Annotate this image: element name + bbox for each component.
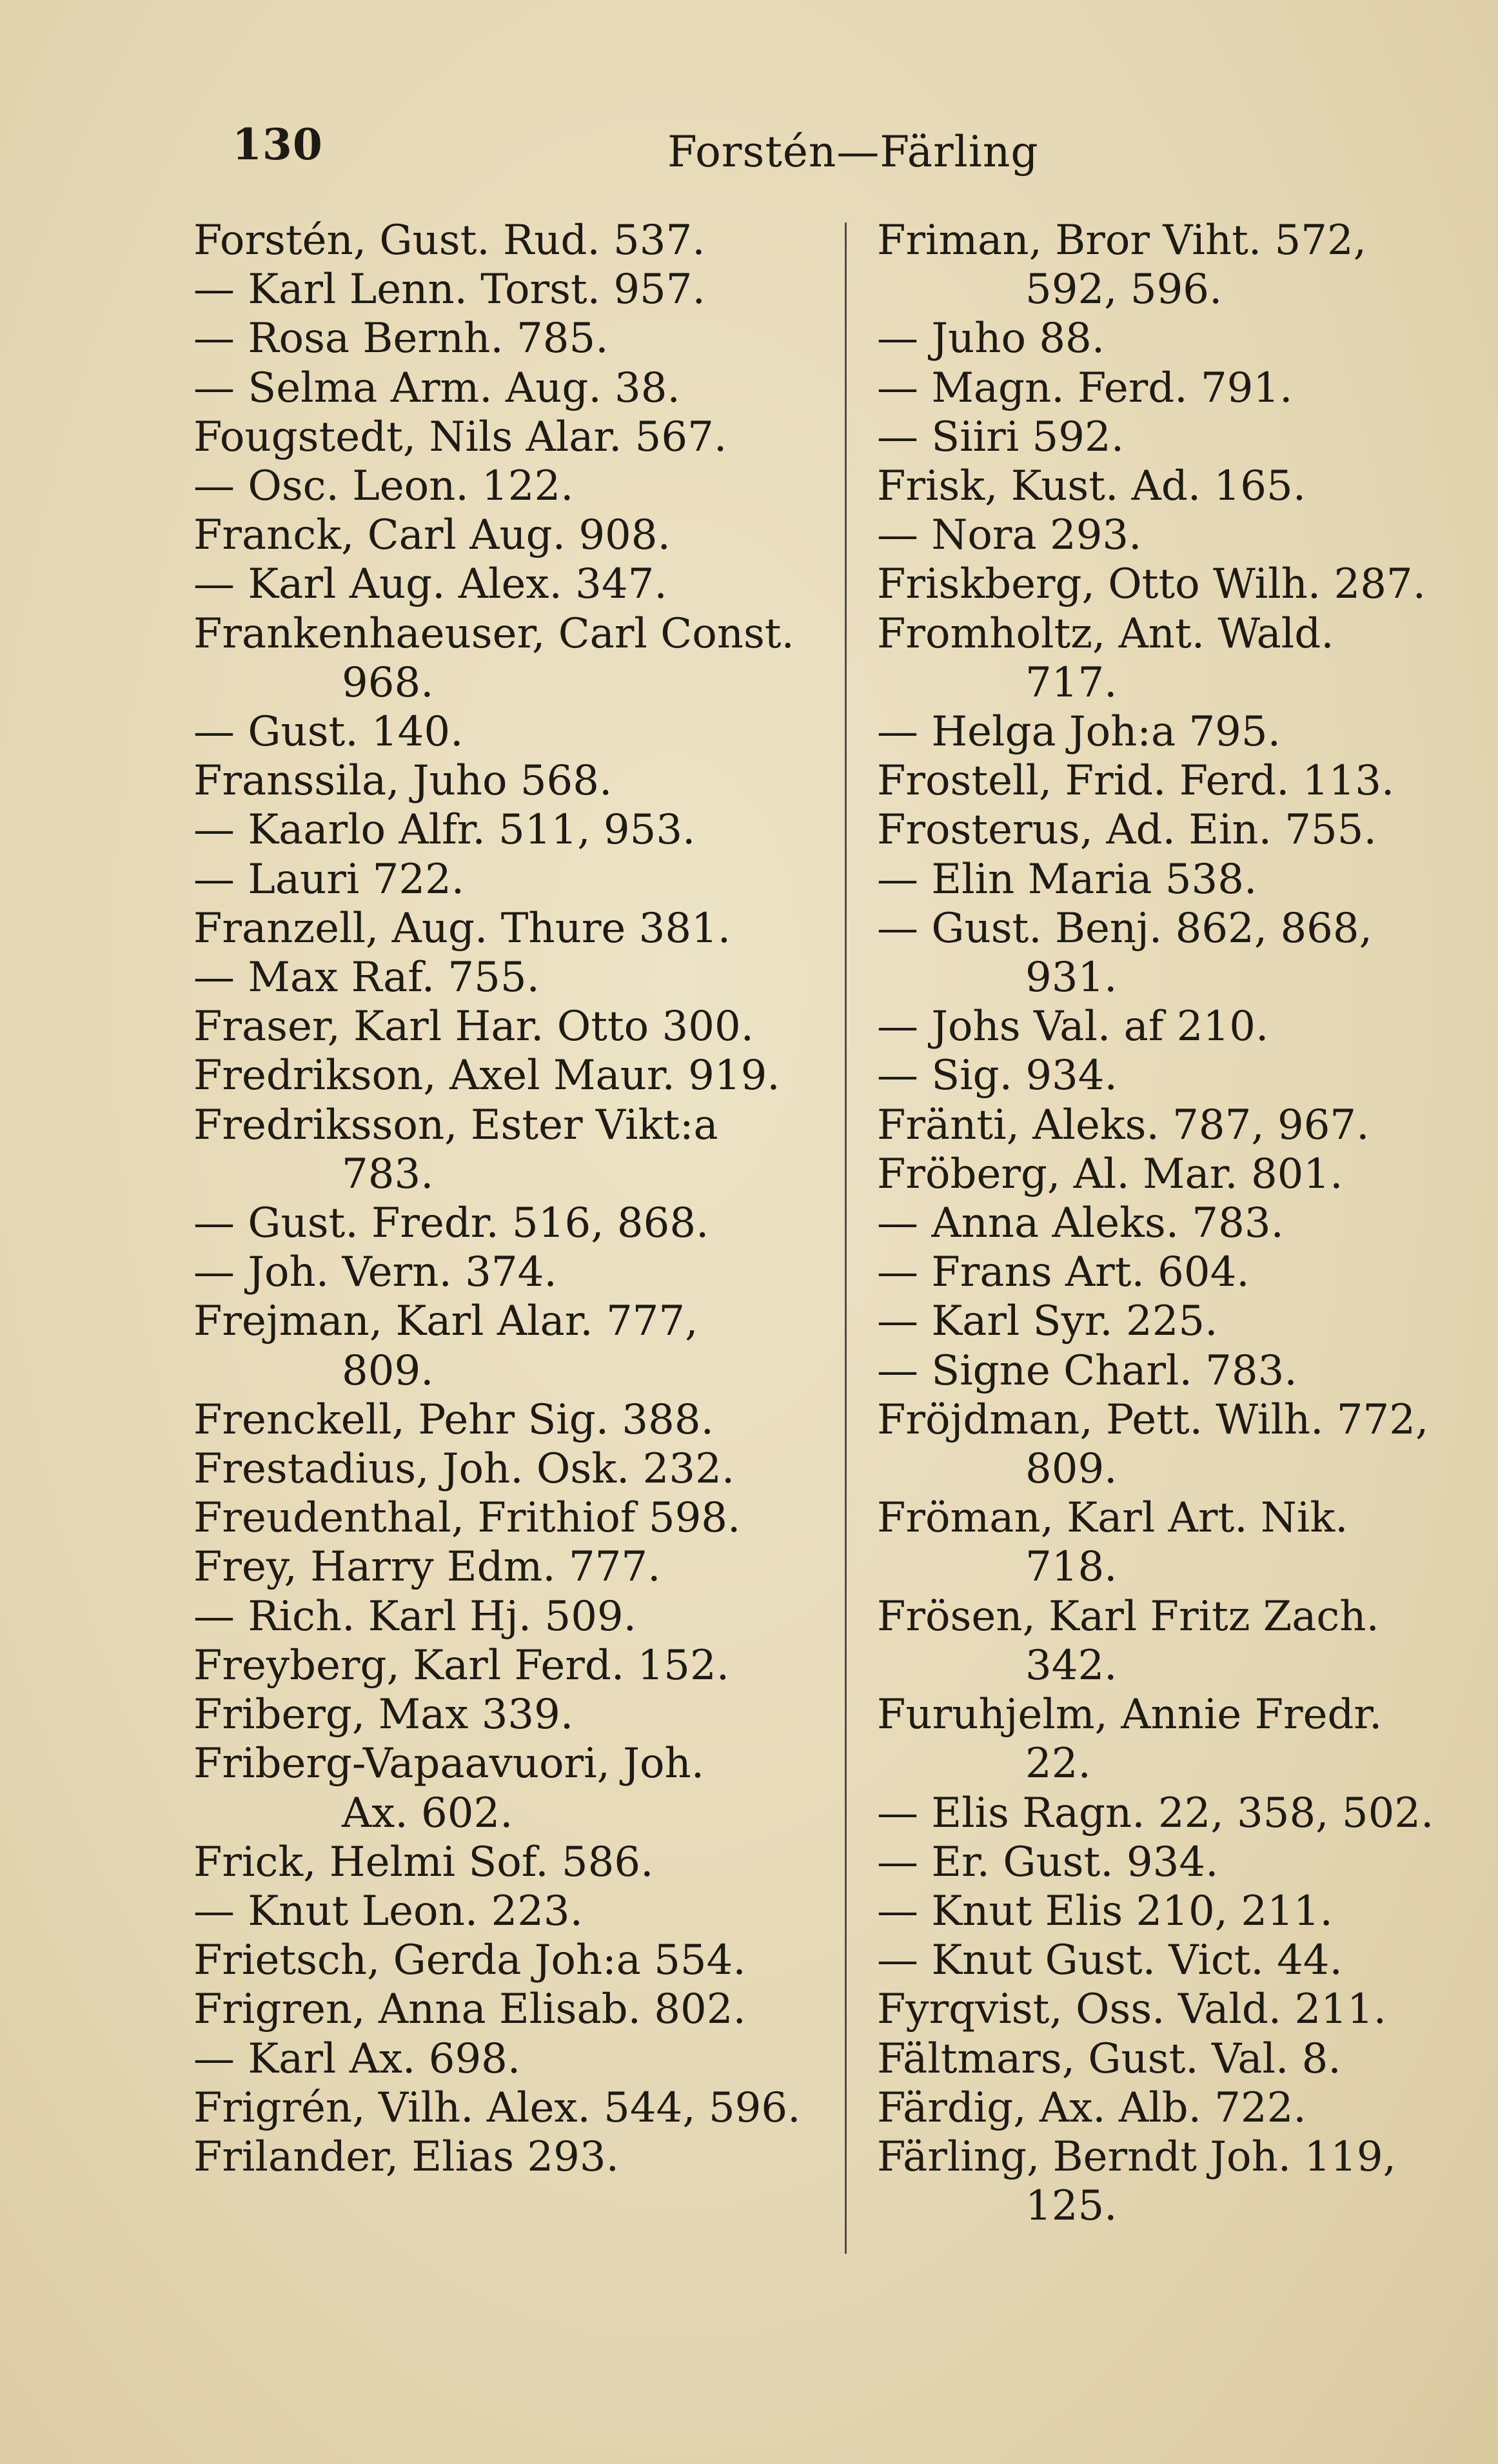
index-entry: 717.	[1025, 658, 1118, 707]
index-entry: — Rich. Karl Hj. 509.	[193, 1592, 636, 1641]
index-entry: Friskberg, Otto Wilh. 287.	[877, 560, 1426, 609]
index-entry: Fränti, Aleks. 787, 967.	[877, 1101, 1370, 1149]
index-entry: Frigren, Anna Elisab. 802.	[193, 1986, 746, 2034]
index-entry: Fraser, Karl Har. Otto 300.	[193, 1003, 754, 1051]
index-entry: Fredriksson, Ester Vikt:a	[193, 1101, 718, 1149]
index-entry: Friberg, Max 339.	[193, 1691, 574, 1739]
index-entry: 22.	[1025, 1740, 1091, 1788]
index-entry: Fältmars, Gust. Val. 8.	[877, 2035, 1341, 2083]
index-entry: — Joh. Vern. 374.	[193, 1248, 557, 1297]
index-entry: Frenckell, Pehr Sig. 388.	[193, 1395, 714, 1444]
index-entry: Fröjdman, Pett. Wilh. 772,	[877, 1395, 1429, 1444]
index-entry: Franssila, Juho 568.	[193, 757, 613, 805]
running-head: Forstén—Färling	[667, 127, 1039, 177]
index-entry: Furuhjelm, Annie Fredr.	[877, 1691, 1383, 1739]
index-entry: Fredrikson, Axel Maur. 919.	[193, 1052, 780, 1100]
index-entry: Frostell, Frid. Ferd. 113.	[877, 757, 1395, 805]
index-entry: Färling, Berndt Joh. 119,	[877, 2133, 1396, 2181]
index-entry: 809.	[342, 1346, 434, 1395]
index-entry: Frey, Harry Edm. 777.	[193, 1543, 661, 1592]
index-entry: Frigrén, Vilh. Alex. 544, 596.	[193, 2084, 801, 2132]
index-entry: — Knut Leon. 223.	[193, 1887, 583, 1935]
index-entry: — Gust. Fredr. 516, 868.	[193, 1199, 709, 1248]
index-entry: — Gust. Benj. 862, 868,	[877, 904, 1372, 952]
index-entry: — Karl Aug. Alex. 347.	[193, 560, 667, 609]
index-entry: — Magn. Ferd. 791.	[877, 364, 1293, 412]
index-entry: — Karl Syr. 225.	[877, 1297, 1218, 1346]
index-entry: — Siiri 592.	[877, 413, 1125, 461]
index-entry: — Knut Elis 210, 211.	[877, 1887, 1333, 1935]
index-entry: — Elin Maria 538.	[877, 855, 1257, 903]
index-entry: Ax. 602.	[342, 1789, 513, 1837]
index-entry: Frilander, Elias 293.	[193, 2133, 619, 2181]
index-entry: — Karl Ax. 698.	[193, 2035, 521, 2083]
index-entry: — Knut Gust. Vict. 44.	[877, 1937, 1343, 1985]
index-entry: 968.	[342, 658, 434, 707]
index-entry: Franck, Carl Aug. 908.	[193, 511, 671, 560]
index-entry: Fröberg, Al. Mar. 801.	[877, 1150, 1343, 1198]
index-entry: — Anna Aleks. 783.	[877, 1199, 1284, 1248]
index-entry: — Helga Joh:a 795.	[877, 708, 1281, 756]
index-entry: Frosterus, Ad. Ein. 755.	[877, 806, 1377, 854]
page-header	[0, 119, 1498, 190]
index-entry: — Johs Val. af 210.	[877, 1003, 1269, 1051]
index-entry: Frick, Helmi Sof. 586.	[193, 1838, 654, 1886]
index-entry: Frankenhaeuser, Carl Const.	[193, 609, 794, 658]
index-entry: 931.	[1025, 954, 1118, 1002]
index-entry: 783.	[342, 1150, 434, 1198]
index-entry: Freudenthal, Frithiof 598.	[193, 1494, 741, 1542]
left-column	[193, 216, 813, 2182]
index-entry: 125.	[1025, 2182, 1118, 2231]
index-entry: Friman, Bror Viht. 572,	[877, 217, 1366, 264]
index-entry: — Karl Lenn. Torst. 957.	[193, 266, 705, 314]
index-entry: Frietsch, Gerda Joh:a 554.	[193, 1937, 746, 1985]
index-entry: — Juho 88.	[877, 315, 1105, 363]
index-entry: — Frans Art. 604.	[877, 1248, 1250, 1297]
index-entry: 809.	[1025, 1445, 1118, 1493]
index-entry: — Rosa Bernh. 785.	[193, 315, 609, 363]
index-entry: Fougstedt, Nils Alar. 567.	[193, 413, 727, 461]
column-divider	[845, 222, 847, 2254]
index-entry: — Lauri 722.	[193, 855, 465, 903]
index-entry: — Sig. 934.	[877, 1052, 1118, 1100]
index-entry: 342.	[1025, 1641, 1118, 1690]
index-entry: 592, 596.	[1025, 266, 1223, 314]
index-entry: — Gust. 140.	[193, 708, 464, 756]
index-entry: Fröman, Karl Art. Nik.	[877, 1494, 1348, 1542]
index-entry: — Osc. Leon. 122.	[193, 462, 574, 511]
index-entry: — Max Raf. 755.	[193, 954, 540, 1002]
index-entry: Forstén, Gust. Rud. 537.	[193, 217, 705, 264]
index-entry: Frejman, Karl Alar. 777,	[193, 1297, 698, 1346]
index-entry: Friberg-Vapaavuori, Joh.	[193, 1740, 705, 1788]
index-entry: 718.	[1025, 1543, 1118, 1592]
index-entry: Färdig, Ax. Alb. 722.	[877, 2084, 1306, 2132]
index-entry: Frisk, Kust. Ad. 165.	[877, 462, 1306, 511]
index-entry: Freyberg, Karl Ferd. 152.	[193, 1641, 730, 1690]
index-entry: — Kaarlo Alfr. 511, 953.	[193, 806, 696, 854]
index-entry: Fyrqvist, Oss. Vald. 211.	[877, 1986, 1386, 2034]
index-entry: — Selma Arm. Aug. 38.	[193, 364, 680, 412]
index-entry: Frösen, Karl Fritz Zach.	[877, 1592, 1379, 1641]
page-number: 130	[232, 119, 323, 170]
index-entry: Fromholtz, Ant. Wald.	[877, 609, 1334, 658]
right-column	[877, 216, 1496, 2231]
index-entry: — Signe Charl. 783.	[877, 1346, 1297, 1395]
index-entry: — Elis Ragn. 22, 358, 502.	[877, 1789, 1434, 1837]
index-entry: Franzell, Aug. Thure 381.	[193, 904, 731, 952]
index-entry: — Nora 293.	[877, 511, 1142, 560]
index-entry: Frestadius, Joh. Osk. 232.	[193, 1445, 735, 1493]
index-entry: — Er. Gust. 934.	[877, 1838, 1219, 1886]
